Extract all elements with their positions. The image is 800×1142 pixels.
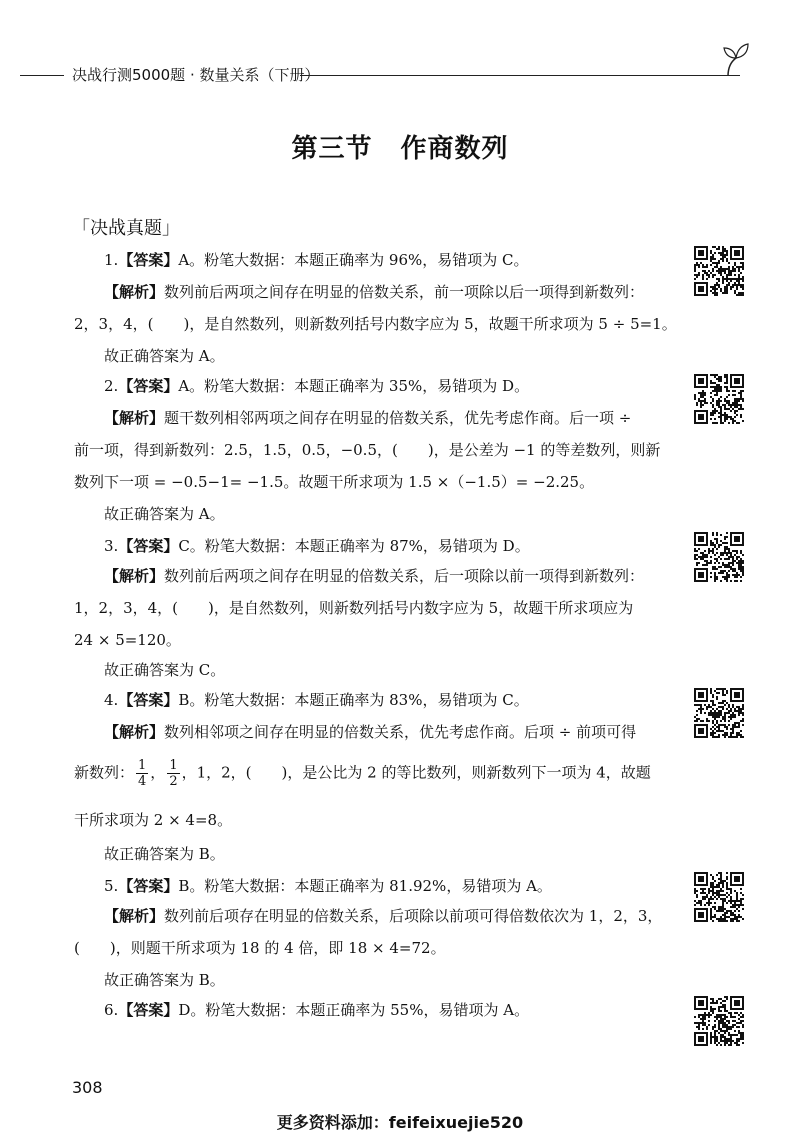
qr-code-icon[interactable] (694, 246, 744, 296)
fraction-one-half: $\frac{1}{2}$ (169, 758, 178, 789)
q3-conclusion: 故正确答案为 C。 (104, 661, 226, 679)
q3-answer-line: 3.【答案】C。粉笔大数据：本题正确率为 87%，易错项为 D。 (104, 537, 530, 555)
q5-analysis-line-2: ( )，则题干所求项为 18 的 4 倍，即 18 × 4=72。 (74, 939, 446, 957)
qr-code-icon[interactable] (694, 688, 744, 738)
q2-analysis-line-2: 前一项，得到新数列：2.5，1.5，0.5，−0.5，( )，是公差为 −1 的等差数列，则新 (74, 441, 661, 459)
q1-analysis-line-2: 2，3，4，( )，是自然数列，则新数列括号内数字应为 5，故题干所求项为 5 ÷ 5=1。 (74, 315, 677, 333)
footer-note: 更多资料添加：feifeixuejie520 (276, 1113, 524, 1132)
q4-analysis-line-2: 新数列： $\frac{1}{4}$ ， $\frac{1}{2}$ ，1，2，( )，是公比为 2 的等比数列，则新数列下一项为 4，故题 (74, 758, 651, 789)
q1-conclusion: 故正确答案为 A。 (104, 347, 225, 365)
running-title: 决战行测5000题 · 数量关系（下册） (72, 66, 320, 84)
q3-analysis-line-1: 【解析】数列前后两项之间存在明显的倍数关系，后一项除以前一项得到新数列： (104, 567, 645, 585)
q6-answer-line: 6.【答案】D。粉笔大数据：本题正确率为 55%，易错项为 A。 (104, 1001, 530, 1019)
q5-answer-line: 5.【答案】B。粉笔大数据：本题正确率为 81.92%，易错项为 A。 (104, 877, 552, 895)
q2-analysis-line-1: 【解析】题干数列相邻两项之间存在明显的倍数关系，优先考虑作商。后一项 ÷ (104, 409, 632, 427)
fraction-one-quarter: $\frac{1}{4}$ (138, 758, 147, 789)
q4-answer-line: 4.【答案】B。粉笔大数据：本题正确率为 83%，易错项为 C。 (104, 691, 529, 709)
section-title (0, 128, 800, 165)
q4-analysis-line-3: 干所求项为 2 × 4=8。 (74, 811, 233, 829)
q5-conclusion: 故正确答案为 B。 (104, 971, 225, 989)
qr-code-icon[interactable] (694, 374, 744, 424)
qr-code-icon[interactable] (694, 532, 744, 582)
qr-code-icon[interactable] (694, 872, 744, 922)
q2-answer-line: 2.【答案】A。粉笔大数据：本题正确率为 35%，易错项为 D。 (104, 377, 530, 395)
q1-answer-line: 1.【答案】A。粉笔大数据：本题正确率为 96%，易错项为 C。 (104, 251, 529, 269)
q4-analysis-line-1: 【解析】数列相邻项之间存在明显的倍数关系，优先考虑作商。后项 ÷ 前项可得 (104, 723, 637, 741)
q2-analysis-line-3: 数列下一项 = −0.5−1= −1.5。故题干所求项为 1.5 ×（−1.5）= −2.25。 (74, 473, 595, 491)
q3-analysis-line-2: 1，2，3，4，( )，是自然数列，则新数列括号内数字应为 5，故题干所求项应为 (74, 599, 634, 617)
q4-conclusion: 故正确答案为 B。 (104, 845, 225, 863)
header-rule-left (20, 75, 64, 76)
leaf-icon (722, 42, 750, 78)
q5-analysis-line-1: 【解析】数列前后项存在明显的倍数关系，后项除以前项可得倍数依次为 1，2，3， (104, 907, 663, 925)
subheading: 「决战真题」 (72, 218, 180, 239)
qr-code-icon[interactable] (694, 996, 744, 1046)
q2-conclusion: 故正确答案为 A。 (104, 505, 225, 523)
section-name: 作商数列 (400, 134, 509, 164)
header-rule-right (300, 75, 740, 76)
page-number: 308 (72, 1078, 103, 1097)
q1-analysis-line-1: 【解析】数列前后两项之间存在明显的倍数关系，前一项除以后一项得到新数列： (104, 283, 645, 301)
q3-analysis-line-3: 24 × 5=120。 (74, 631, 181, 649)
section-number: 第三节 (291, 134, 373, 164)
